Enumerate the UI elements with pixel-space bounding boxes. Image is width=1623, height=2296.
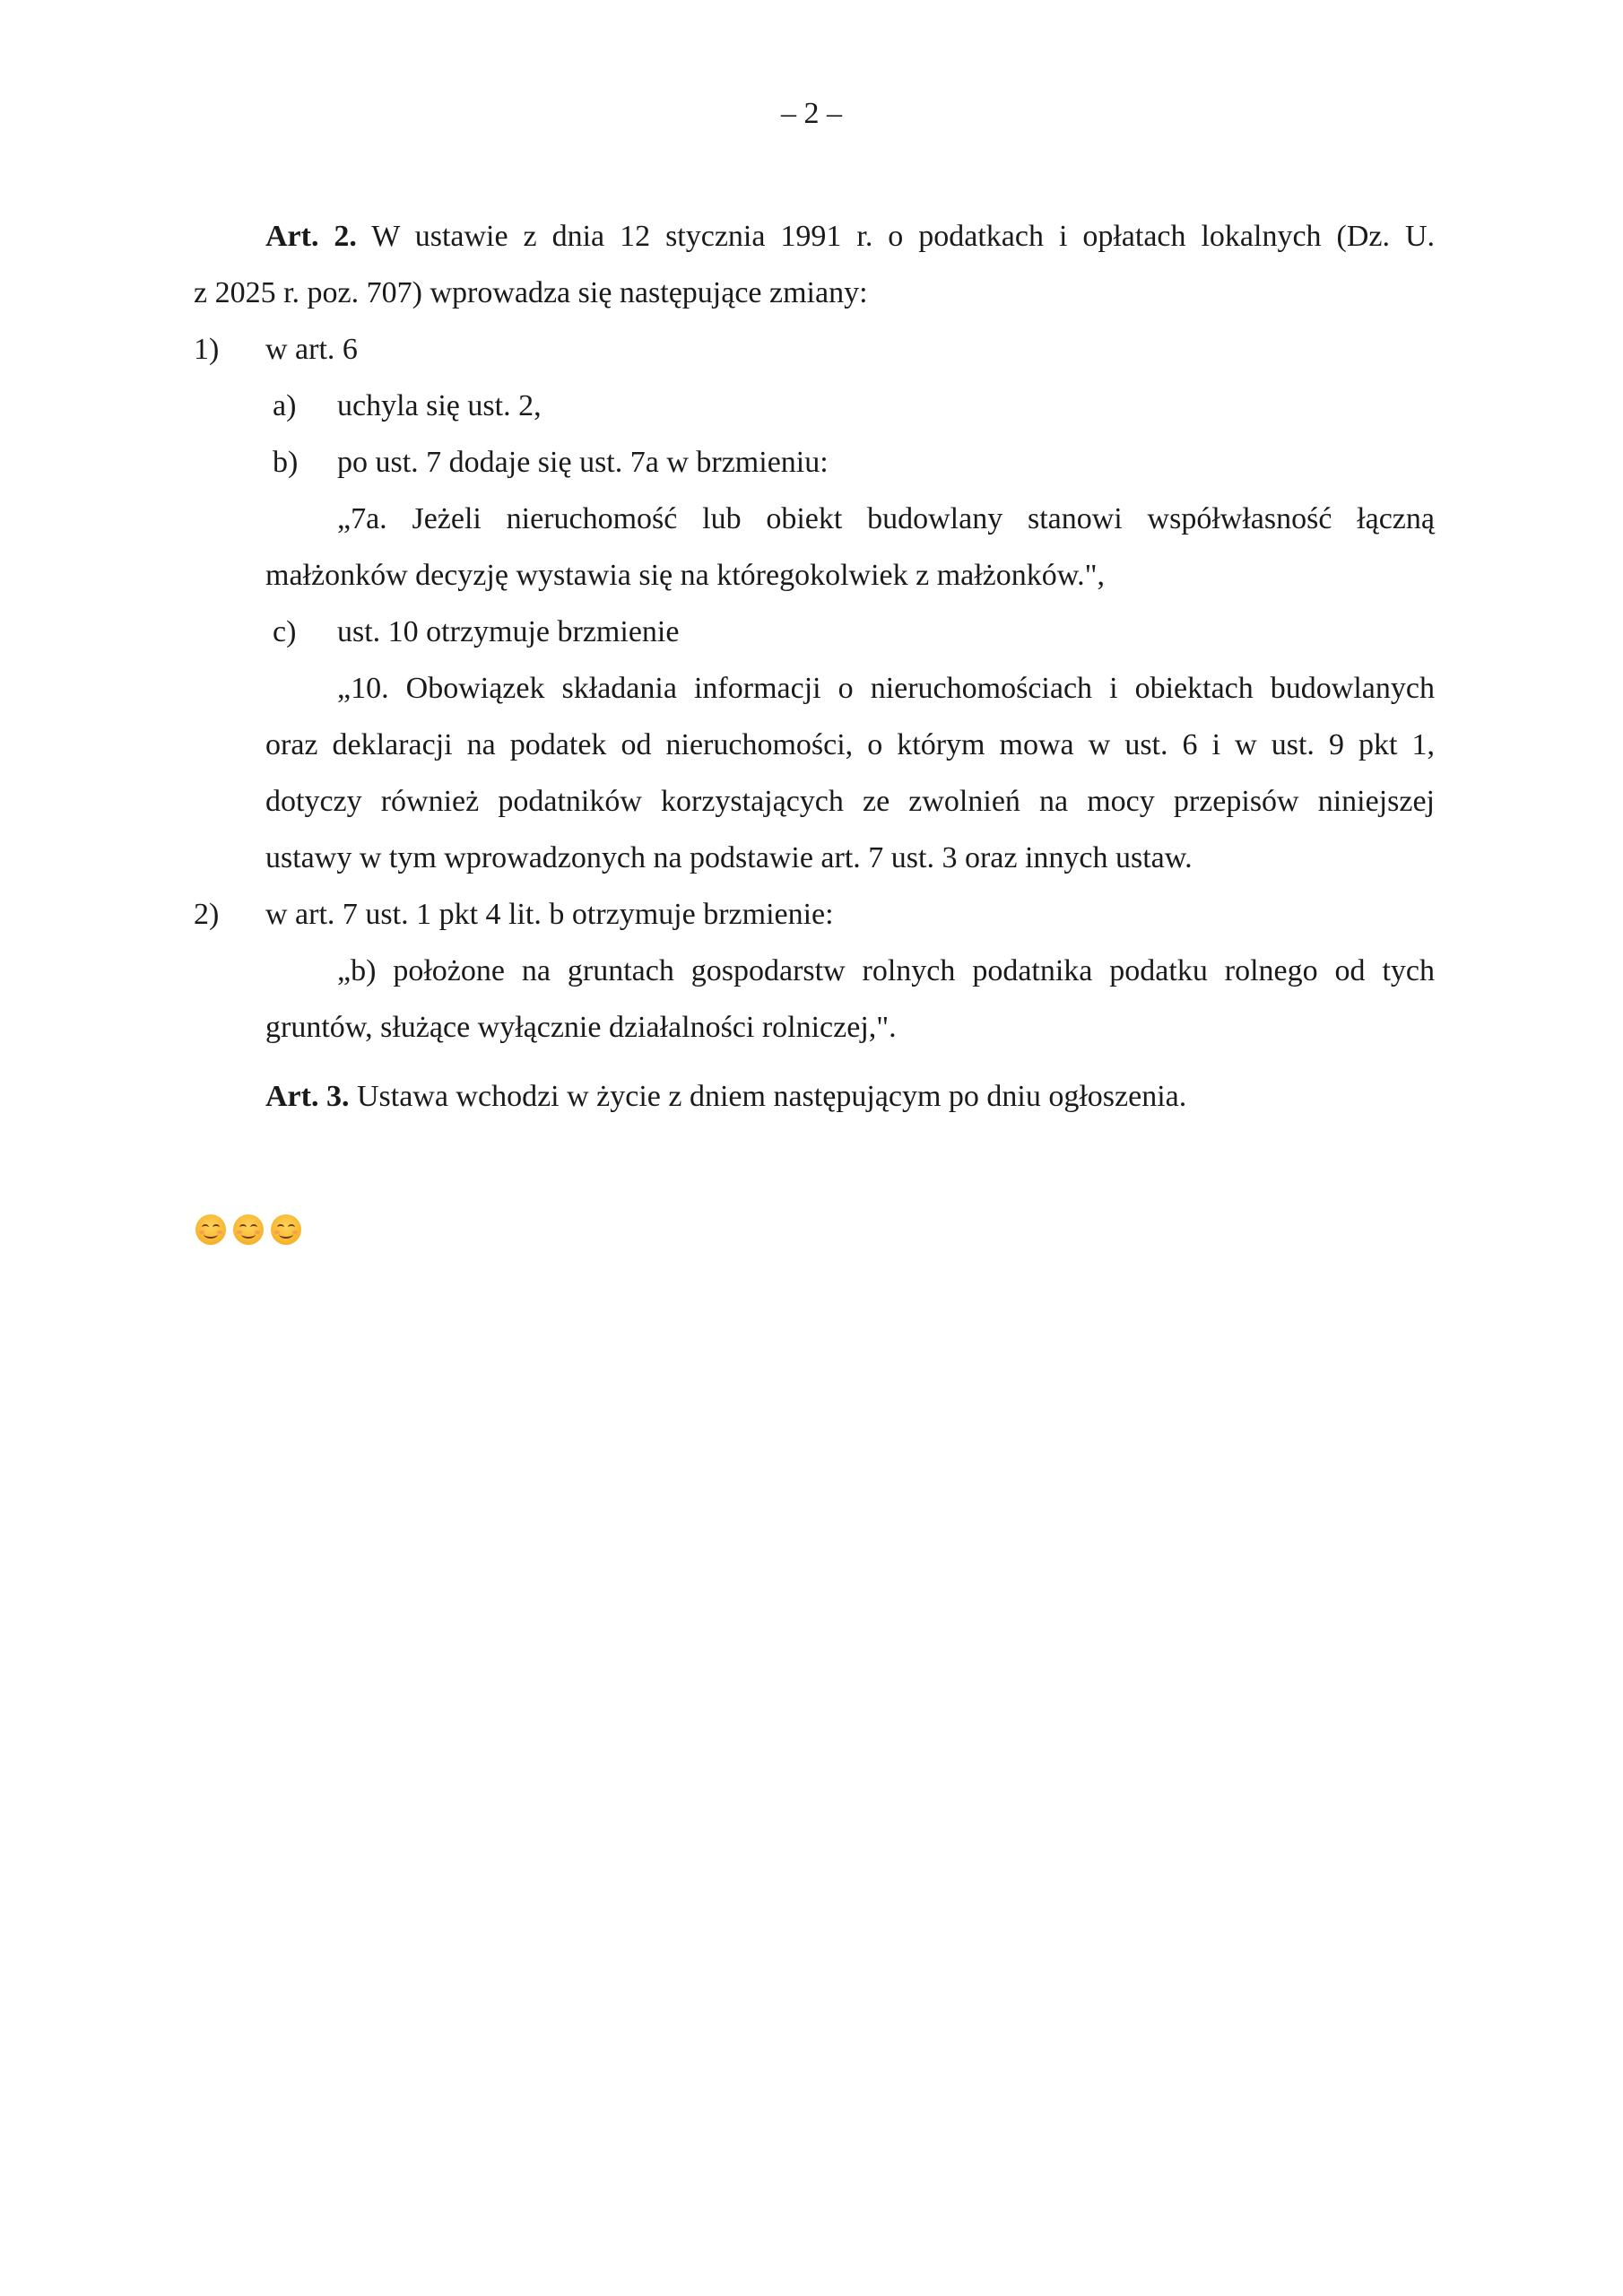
quote-b-line2: gruntów, służące wyłącznie działalności rolniczej,". (265, 1011, 897, 1044)
art3-label: Art. 3. (265, 1080, 350, 1113)
letter-c (265, 604, 1435, 660)
smiling-face-icon (195, 1214, 226, 1245)
point-1 (194, 321, 1435, 378)
letter-text: po ust. 7 dodaje się ust. 7a w brzmieniu: (337, 446, 829, 479)
point-2-quote (194, 943, 1435, 1056)
point-number: 1) (194, 333, 220, 366)
quote-10-line3: dotyczy również podatników korzystających ze zwolnień na mocy przepisów niniejszej (265, 785, 1435, 818)
document-body (194, 208, 1435, 1125)
emoji-row (195, 1214, 301, 1245)
letter-a (265, 378, 1435, 434)
smiling-face-icon (271, 1214, 301, 1245)
page-number: – 2 – (781, 97, 842, 130)
art3-text: Ustawa wchodzi w życie z dniem następującym po dniu ogłoszenia. (349, 1080, 1187, 1113)
art2-intro-line2: z 2025 r. poz. 707) wprowadza się następujące zmiany: (194, 276, 868, 309)
art2-label: Art. 2. (265, 220, 357, 253)
point-1-letters (194, 378, 1435, 886)
art2-intro-text: W ustawie z dnia 12 stycznia 1991 r. o podatkach i opłatach lokalnych (Dz. U. (356, 220, 1435, 253)
letter-number: c) (273, 615, 297, 648)
quote-10-line4: ustawy w tym wprowadzonych na podstawie art. 7 ust. 3 oraz innych ustaw. (265, 841, 1193, 874)
point-number: 2) (194, 898, 220, 931)
letter-text: ust. 10 otrzymuje brzmienie (337, 615, 680, 648)
quote-10-line1: „10. Obowiązek składania informacji o nieruchomościach i obiektach budowlanych (337, 672, 1435, 705)
art2-intro-line1 (194, 208, 1435, 265)
smiling-face-icon (233, 1214, 264, 1245)
letter-text: uchyla się ust. 2, (337, 389, 542, 422)
quote-b-line1: „b) położone na gruntach gospodarstw rolnych podatnika podatku rolnego od tych (337, 954, 1435, 987)
letter-number: b) (273, 446, 299, 479)
quote-7a-line2: małżonków decyzję wystawia się na któregokolwiek z małżonków.", (265, 559, 1105, 592)
point-text: w art. 7 ust. 1 pkt 4 lit. b otrzymuje brzmienie: (265, 898, 834, 931)
point-text: w art. 6 (265, 333, 358, 366)
point-2 (194, 886, 1435, 943)
art3 (194, 1068, 1435, 1125)
quote-10-line2: oraz deklaracji na podatek od nieruchomości, o którym mowa w ust. 6 i w ust. 9 pkt 1, (265, 728, 1435, 761)
letter-number: a) (273, 389, 297, 422)
letter-b (265, 434, 1435, 491)
quote-7a-line1: „7a. Jeżeli nieruchomość lub obiekt budowlany stanowi współwłasność łączną (337, 502, 1435, 535)
